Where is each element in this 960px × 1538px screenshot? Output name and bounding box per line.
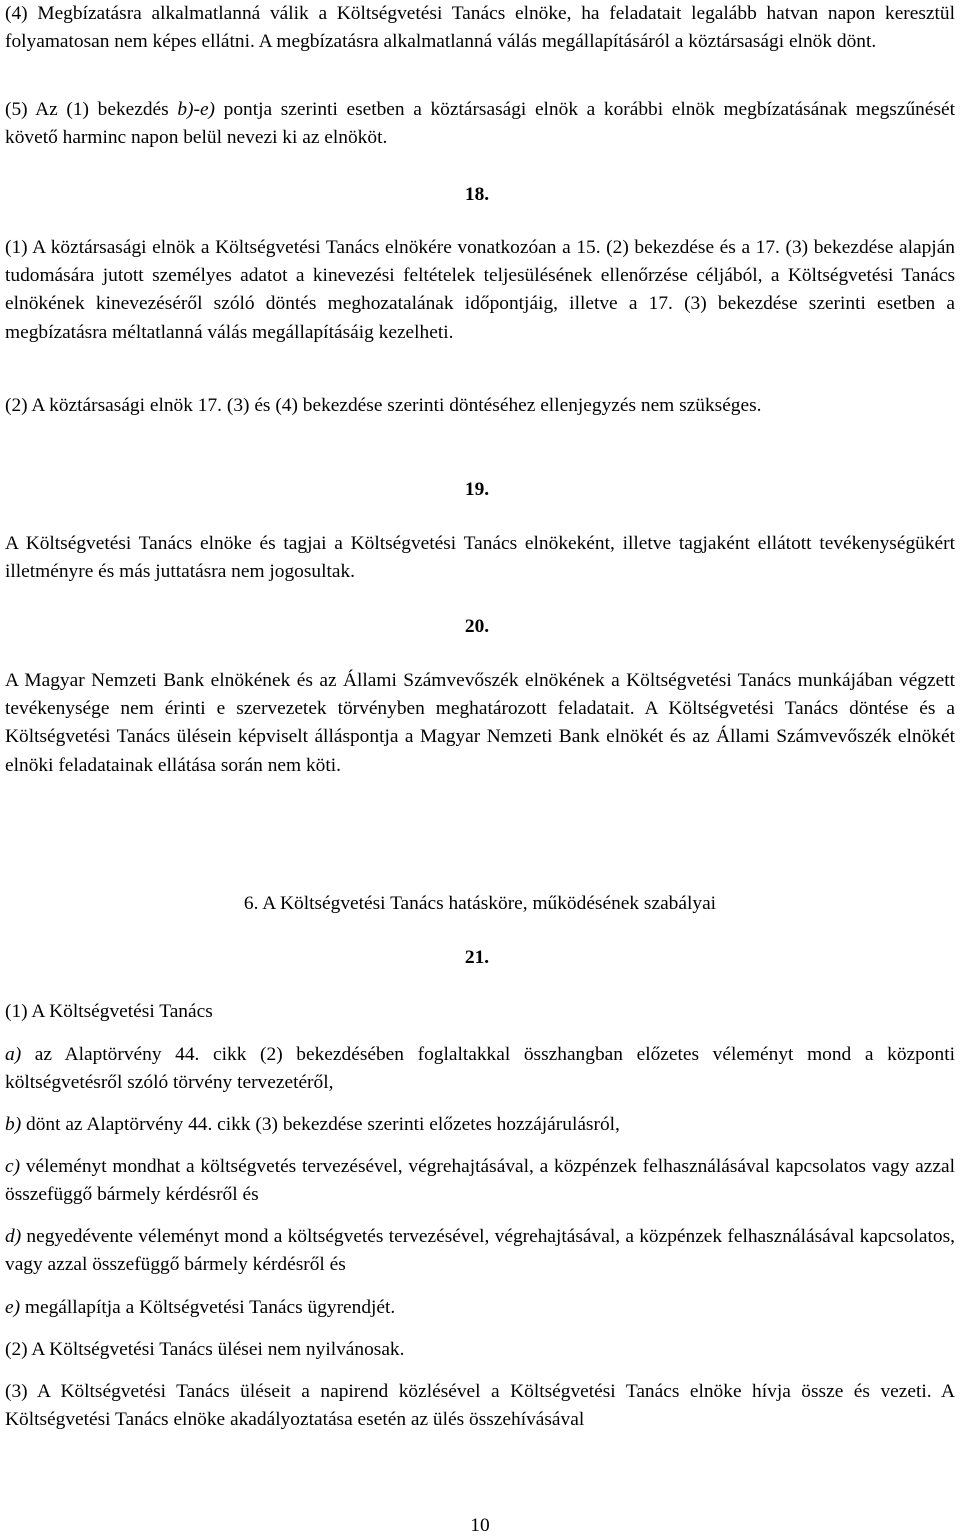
item-label: a) [5, 1044, 22, 1065]
list-item-e [5, 1294, 955, 1322]
section-number: 21. [464, 947, 490, 968]
list-item-d [5, 1223, 955, 1279]
section-number-20 [5, 613, 955, 641]
item-label: e) [5, 1297, 21, 1318]
paragraph-text: pontja szerinti esetben a köztársasági elnök a korábbi elnök megbízatásának megszűnését követő harminc napon belül nevezi ki az elnököt. [5, 99, 955, 149]
item-text: megállapítja a Költségvetési Tanács ügyrendjét. [20, 1297, 396, 1318]
paragraph-text: (5) Az (1) bekezdés [5, 99, 178, 120]
list-item-b [5, 1111, 955, 1139]
paragraph-17-4: (4) Megbízatásra alkalmatlanná válik a Költségvetési Tanács elnöke, ha feladatait legalább hatvan napon keresztül folyamatosan nem képes ellátni. A megbízatásra alkalmatlanná válás megállapításáról a köztársasági elnök dönt. [5, 3, 955, 53]
item-label: c) [5, 1156, 21, 1177]
section-number: 20. [464, 616, 490, 637]
paragraph-20: A Magyar Nemzeti Bank elnökének és az Állami Számvevőszék elnökének a Költségvetési Tanács munkájában végzett tevékenysége nem érinti e szervezetek törvényben meghatározott feladatait. A Költségvetési Tanács döntése és a Költségvetési Tanács ülésein képviselt álláspontja a Magyar Nemzeti Bank elnökét és az Állami Számvevőszék elnökét elnöki feladatainak ellátása során nem köti. [5, 670, 955, 776]
paragraph-18-2: (2) A köztársasági elnök 17. (3) és (4) bekezdése szerinti döntéséhez ellenjegyzés nem szükséges. [5, 395, 762, 416]
page-number: 10 [470, 1515, 490, 1536]
paragraph-21-3: (3) A Költségvetési Tanács üléseit a napirend közlésével a Költségvetési Tanács elnöke hívja össze és vezeti. A Költségvetési Tanács elnöke akadályoztatása esetén az ülés összehívásával [5, 1381, 955, 1431]
list-item-c [5, 1153, 955, 1209]
item-text: az Alaptörvény 44. cikk (2) bekezdésében foglaltakkal összhangban előzetes véleményt mond a központi költségvetésről szóló törvény tervezetéről, [5, 1044, 955, 1094]
paragraph-17-5 [5, 96, 955, 152]
list-item-a [5, 1041, 955, 1097]
section-number-18 [5, 181, 955, 209]
item-label: b) [5, 1114, 22, 1135]
paragraph-18-1: (1) A köztársasági elnök a Költségvetési Tanács elnökére vonatkozóan a 15. (2) bekezdése és a 17. (3) bekezdése alapján tudomására jutott személyes adatot a kinevezési feltételek teljesülésének ellenőrzése céljából, a Költségvetési Tanács elnökének kinevezéséről szóló döntés meghozatalának időpontjáig, illetve a 17. (3) bekezdése szerinti esetben a megbízatásra méltatlanná válás megállapításáig kezelheti. [5, 237, 955, 343]
item-text: dönt az Alaptörvény 44. cikk (3) bekezdése szerinti előzetes hozzájárulásról, [21, 1114, 620, 1135]
paragraph-21-2: (2) A Költségvetési Tanács ülései nem nyilvánosak. [5, 1339, 405, 1360]
paragraph-19: A Költségvetési Tanács elnöke és tagjai a Költségvetési Tanács elnökeként, illetve tagjaként ellátott tevékenységükért illetményre és más juttatásra nem jogosultak. [5, 533, 955, 583]
item-text: negyedévente véleményt mond a költségvetés tervezésével, végrehajtásával, a közpénzek felhasználásával kapcsolatos, vagy azzal összefüggő bármely kérdésről és [5, 1226, 955, 1276]
section-number-21 [5, 944, 955, 972]
section-number-19 [5, 476, 955, 504]
chapter-heading: 6. A Költségvetési Tanács hatásköre, működésének szabályai [243, 893, 717, 914]
item-label: d) [5, 1226, 22, 1247]
section-number: 18. [464, 184, 490, 205]
item-text: véleményt mondhat a költségvetés tervezésével, végrehajtásával, a közpénzek felhasználásával kapcsolatos vagy azzal összefüggő bármely kérdésről és [5, 1156, 955, 1206]
italic-reference: b)-e) [177, 99, 216, 120]
section-number: 19. [464, 479, 490, 500]
paragraph-21-1: (1) A Költségvetési Tanács [5, 1001, 213, 1022]
